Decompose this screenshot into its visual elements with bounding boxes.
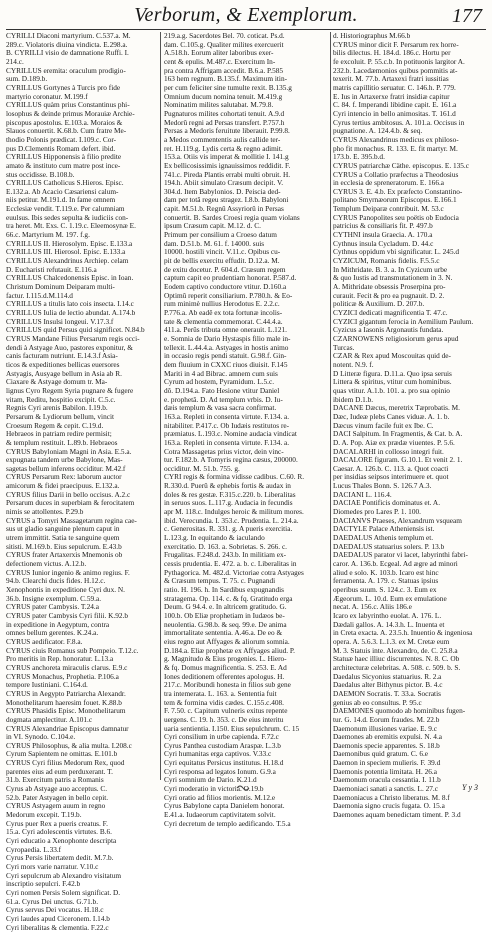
index-entry-line: Cyrus tertius ambitosus. A. 101.a. Occisus in [333,117,465,127]
index-entry-line: Daemonis specie apparentes. S. 18.b [333,740,440,750]
index-entry-line: CYRUS patriarchæ Cäthe. episcopus. E. 135.c [333,160,469,170]
index-entry-line: Christum Dominum Deiparam multi- [6,282,115,292]
index-entry-line: tur. F.182.b. A Tomyris regina cæsus, 200000. [164,455,298,465]
index-entry-line: CYRILLUS Iulia de lectio abundat. A.174.b [6,308,136,317]
index-entry-line: CYRILLUS Chalcedonensis Episc. in Ioan. [6,273,134,283]
index-entry-line: Pro meritis in Rep. honoratur. L.13.a [6,654,114,664]
index-entry-line: DACI Salpitum. In Fragmentis, & Cat. b. A. [333,429,463,439]
index-entry-line: Daemonis potentia limitata. H. 26.a [333,766,437,776]
index-entry-line: CYRILLUS quàm prius Constantinus phi- [6,100,130,110]
index-entry-line: DAEMONES quomodo ab hominibus fugen- [333,706,466,716]
index-entry-line: Deum. G 94.4. e. In altricem gratitudo. G. [164,602,287,612]
index-entry-line: captum capit eo prudentiam honorat. P.587.d. [164,273,297,283]
index-entry-line: DAEMON Socratis. T. 33.a. Socratis [333,688,441,698]
index-entry-line: E. Ius in Artaxerxe fratri insidiæ capitur [333,91,450,101]
index-entry-line: doles & res gestæ. F.315.c.220. b. Liberalitas [164,489,296,499]
index-entry-line: Cyrus Babylone capta Danielem honorat. [164,801,285,811]
index-entry-line: 15.a. Cyri adolescentis virtutes. B.6. [6,827,112,837]
index-entry-line: pit de bellis exercitu effudit. D.12.a. M. [164,256,280,266]
index-entry-line: defectionem victus. A.12.b. [6,559,87,569]
index-entry-line: per cum feliciter sine tumulte rexit. B.135.g [164,82,292,92]
index-column-left [6,31,158,932]
index-entry-line: parentes eius ad eum perduxerant. T. [6,766,113,776]
index-entry-line: Littera & spiritus, vtitur cum hominibus. [333,377,452,387]
index-entry-line: CYZICI gigantum ferocia in Aemilium Paulum. [333,316,474,326]
index-entry-line: fe excoluit. P. 55.c.b. In potituonis largitor A. [333,56,465,66]
index-entry-line: C. 84. f. Imperandi libidine capit. E. 161.a [333,100,457,110]
index-entry-line: Daemonum oracula cessantia. I. 11.b [333,775,441,785]
index-entry-line: Nominatim milites salutabat. M.79.8. [164,100,274,110]
index-entry-line: CYRUS Alexandrinus medicus ex philoso- [333,134,459,144]
index-entry-line: 163.a. Repleti in consenta virtute. F.134. a. [164,411,290,421]
index-entry-line: losophus & deinde primus Morauiæ Archie- [6,108,135,118]
index-entry-line: CYZICUM, Romanis fidelis. F.5.5.c [333,256,440,266]
index-entry-line: pus D.Clementis Romam defert. ibid. [6,143,116,153]
index-entry-line: Cyri mors varie narratur. V.10.c [6,862,99,871]
index-entry-line: ibidem D.1.b. [333,394,374,404]
index-entry-line: 232.b. Lacedæmonios quibus pommitis at- [333,65,458,75]
index-entry-line: 10000. hostili vincit. V.11.c. Opibus cu- [164,247,281,257]
index-entry-line: Cythnus oppidum vbi significatur. L. 245.d [333,247,460,257]
index-entry-line: rum minimè nullius Herodotus E. 2.2.c. [164,299,280,309]
index-entry-line: 289.c. Violatoris diuina vindicta. E.298.a. [6,39,128,49]
index-entry-line: D.184.a. Eliæ prophetæ ex Affyages aliud. P. [164,645,295,655]
index-entry-line: pho fit monachus. R. 133. E. fit martyr. M. [333,143,458,153]
index-entry-line: amicorum & fidei praecipuus. E.132.a. [6,481,120,491]
index-entry-line: Astyagis, Ausyage bellum in Asia ab R. [6,368,122,378]
index-entry-line: patricius & consiliaris fit. P. 497.b [333,221,433,231]
index-entry-line: CYRUS pater Cambysis Cyri filii. K.92.b [6,610,129,620]
index-entry-line: Primum per consilium a Croeso datum [164,230,277,240]
index-entry-line: 94.b. Clearchi ducis fides. H.12.c. [6,576,106,586]
index-entry-line: Slauos conuertit. K.68.b. Cum fratre Me- [6,126,127,136]
index-entry-line: CYRUS Iunior ingenio & animo regius. F. [6,567,130,577]
index-entry-line: Dæc, Iudeæ plebs Canes viduæ. A. 1. b. [333,411,450,421]
index-entry-line: nimis se attollentes. P.29.b [6,507,84,517]
index-entry-line: Cyrus puer Rex a pueris creatus. F. [6,818,108,828]
index-entry-line: 52.b. Pater Astyagen in bello cepit. [6,792,109,802]
index-entry-line: D Litteræ figura. D.11.a. Quo ipsa seruis [333,368,452,378]
index-entry-line: CYRILLUS III. Hierosol. Episc. E.133.a [6,247,126,257]
index-entry-line: Medorû regni ad Persas transfert. P.757.h [164,117,285,127]
index-entry-line: occiditur. M. 51.b. 755. g. [164,463,240,473]
index-entry-line: Cyri consilium in urbe capienda. F.72.c [164,732,279,742]
index-entry-line: Croesum Regem & cepit. C.19.d. [6,420,104,430]
index-entry-line: in VI. Synodo. C.104.e. [6,732,76,742]
index-entry-line: Eodem captivo conductore vtitur. D.160.a [164,282,287,292]
index-entry-line: D. Eucharisti refutauit. E.116.a [6,264,97,274]
index-entry-line: c. Generositas. R. 331. g. A pueris exercitia. [164,524,293,534]
index-entry-line: Xenophontis in expeditione Cyri dux. N. [6,585,125,594]
index-entry-line: M. 3. Statuis inte. Alexandro, de. C. 25.8.a [333,645,458,655]
index-entry-line: ret. H.119.g. Lydis certa & regno adimit. [164,143,283,153]
index-entry-line: lignus Cyro Regem Syria pugnare & fugere [6,385,134,395]
index-entry-line: factur. I.115.d.M.114.d [6,290,73,300]
index-entry-line: tempore Iustiniani. C.164.d. [6,680,88,690]
index-entry-line: texerit. M. 77.b. Artaxexi fratri iussitias [333,74,449,84]
index-entry-line: & quo Iustis ad transmutationem in 3. N. [333,273,453,283]
index-entry-line: CYRUS Alexandriae Episcopus damnatur [6,723,129,733]
index-entry-line: Lucus Thales Bonn. S. 126.7 A.3. [333,481,432,491]
index-entry-line: tem & formina vidis cædes. C.155.c.408. [164,697,284,707]
index-entry-line: CYRUS in Aegypto Patriarcha Alexandr. [6,688,126,698]
index-entry-line: 66.c. Martyrium M. 197. f.g. [6,230,90,240]
index-entry-line: notent. N.9. f. [333,359,374,369]
index-entry-line: in occasio regis pendi statuit. G.98.f. Gin- [164,351,287,361]
index-entry-line: Regnis Cyri arenis Babilon. I.19.b. [6,403,108,413]
index-entry-line: Daemonum illusiones variae. E. 9.c [333,723,437,733]
index-entry-line: amato & instituto cum matre post ince- [6,160,121,170]
index-entry-line: & Cræsum tempus. T. 75. c. Pugnandi [164,576,276,586]
index-entry-line: Cyropaedia. L.33.f [6,844,62,854]
column-divider [160,32,161,780]
index-entry-line: dogmata amplectitur. A.101.c [6,714,93,724]
index-entry-line: necat. A. 156.c. Aliis 186.e [333,602,412,612]
index-entry-line: CYRUS Philosophus, & alia multa. I.208.c [6,740,132,750]
index-entry-line: Cyri intencio in bello animositas. T. 161.d [333,108,456,118]
index-entry-line: Cyrus servus Dei vocatus. H.18.c [6,905,104,915]
index-entry-line: tra heret. Mt. Exs. C. 1.19.c. Eleemosynæ E. [6,221,136,231]
index-entry-line: sagetas bellum inferens occiditur. M.42.f [6,463,126,473]
index-entry-line: g. Magnitudo & Eius progenies. L. Hiero- [164,654,287,664]
index-entry-line: Cyri liberalitas & clementia. F.22.c [6,922,109,932]
index-entry-line: Diomedes pro Lares P. 1. 100. [333,507,421,517]
index-entry-line: CYRUS Astyagem auum in regno [6,801,106,811]
index-entry-line: Ex bellicosissimis ignauissimos reddidit. F. [164,160,291,170]
index-entry-line: ticos & expeditiones bellicas euersores [6,359,120,369]
index-entry-line: D. A. Pop. Aiæ ex prædæ viuentes. P. 5.6. [333,437,455,447]
index-entry-line: 31.b. Exercitum patris a Romanis [6,775,104,785]
index-entry-line: 163.a. Repleti in consenta virtute. F.134. a. [164,437,290,447]
index-entry-line: CYRUS Phasidis Episc. Monothelitarum [6,706,126,716]
index-entry-line: F. 7.50. c. Capitum vulneris exitus repente [164,706,288,716]
signature-mark: Y y 3 [462,783,478,792]
index-entry-line: tur. G. 14.d. Eorum fraudes. M. 22.b [333,714,440,724]
index-entry-line: Statuæ haec illiuc discurrentes. N. 8. C. Ob [333,654,460,664]
index-entry-line: sus ut gladio sanguine plenum caput in [6,524,120,534]
index-entry-line: Daemonibus quid gratum. C. 6.e [333,749,429,759]
index-entry-line: per insidias seipsos interimuere et. quot [333,472,449,482]
index-entry-line: Pythagorica. M. 482.d. Victoriae cotra Astyages [164,567,304,577]
index-entry-line: pra contra Affrigam accedit. B.6.a. P.585 [164,65,284,75]
index-entry-line: ratio. H. 196. h. In Sardibus expugnandis [164,585,284,594]
index-entry-line: & fq. Domus magnificentia. S. 253. E. Ad [164,662,287,672]
index-entry-line: 36.b. Insigne exemplum. C.59.a. [6,593,102,603]
index-entry-line: L.123.g. In equitando & iaculando [164,533,265,543]
index-entry-line: CYRILLUS quid Persus quid significet. N.84.b [6,325,145,335]
index-entry-line: exercitatio. D. 163. a. Sobrietas. S. 266. c. [164,541,288,551]
index-entry-line: Icaro ex labyrintho euolat. A. 176. L. [333,610,442,620]
index-entry-line: Caesar. A. 126.b. C. 113. a. Quot coacti [333,463,449,473]
index-entry-line: piscopus apostolus. E.103.a. Moraios & [6,117,123,127]
index-entry-line: CYTHNI insula Graecia. A. 170.a [333,230,433,240]
index-entry-line: in expeditione in Aegyptum, contra [6,619,110,629]
page-header [0,4,492,30]
index-entry-line: Dædali gallos. A. 14.3.h. L. Inuenta et [333,619,445,629]
index-entry-line: CYRUS Mandane Filius Persarum regis occi- [6,333,140,343]
index-entry-line: utrem immittit. Satia te sanguine quem [6,533,120,543]
index-entry-line: 194.h. Abiit simulato Cræsum decipit. V. [164,178,284,188]
index-entry-line: dam. C.105.g. Qualiter milites exercuerit [164,39,284,49]
index-entry-line: P.776.a. Ab eadê ex tota fortunæ incolis- [164,308,283,317]
index-entry-line: Daedalus Sicyonius statuarius. R. 2.a [333,671,442,681]
index-entry-line: Iones deditionem offerentes apologus. H. [164,671,285,681]
index-entry-line: Dæcus vinum facile fuit ex Ibe. C. [333,420,434,430]
index-entry-line: CYRUS aedificator. F.8.a. [6,636,83,646]
index-entry-line: R.330.d. Puerû & ephebis fortis & audax in [164,481,291,491]
index-entry-line: Daemonia signo crucis fugata. O. 15.a [333,801,445,811]
index-entry-line: Daemones aquam benedictam timent. P. 3.d [333,810,461,820]
index-entry-line: martyrio coronatur. M.199.f [6,91,88,101]
index-entry-line: Optimû reperit consiliarium. P.780.h. & Eo- [164,290,293,300]
index-entry-line: operibus suum. S. 124.c. 3. Eum ex [333,585,437,594]
index-entry-line: thodio Polonis prædicat. I.109.c. Cor- [6,134,117,144]
index-entry-line: CYRUS ciuis Romanus sub Pompeio. T.12.c. [6,645,139,655]
index-entry-line: In Mithridate. B. 3. a. In Cyzicum urbe [333,264,448,274]
index-entry-line: CYRILLUS Insulsi longeui. V.17.3.f [6,316,114,326]
index-entry-line: CYRUS Cyri filius Medorum Rex, quod [6,758,125,768]
index-entry-line: Cotra Massagetas prius victor, dein vinc- [164,446,284,456]
index-entry-line: Omnium ducum nomina tenuit. M.419.g [164,91,283,101]
index-entry-line: Daemoniaci sanati a sanctis. L. 27.c [333,784,438,794]
index-entry-line: 741.c. Pireda Plantis errabi multi obruit. H. [164,169,291,179]
index-entry-line: neuolentia. G.98.b. & seq. 99.e. De anima [164,619,287,629]
index-entry-line: tra intemerata. L. 163. a. Sententia fuit [164,688,277,698]
index-entry-line: Persarum duces in superbiam & ferocitatem [6,498,135,508]
index-entry-line: DACANE Dæcus, meretrix Tæprobatis. M. [333,403,460,413]
index-entry-line: politicæ & Auxilium. D. 207.b. [333,299,425,309]
header-rule [6,29,486,30]
index-entry-line: in ecclesia de spreneratorum. E. 166.a [333,178,445,188]
index-entry-line: Monothelitarum haeresim fouet. K.88.b [6,697,122,707]
index-entry-line: pugnatione. A. 124.4.b. & seq. [333,126,423,136]
index-entry-line: CYRILLI Diaconi martyrium. C.537.a. M. [6,31,131,40]
index-entry-line: Cyrus Panthea custodiam Araspæ. L.3.b [164,740,281,750]
fleuron-icon [236,783,250,793]
index-entry-line: nitabiliter. P.417.c. Ob Iudæis restitutos re- [164,420,290,430]
index-entry-line: CYRUS filius Darii in bello occisus. A.2.c [6,489,131,499]
index-entry-line: apr M. 118.c. Indulges heroic & militum mores. [164,507,304,517]
index-entry-line: Pugnaturos milites cohortati tenuit. A.9.d [164,108,285,118]
index-entry-line: CYRI regis & formina vidisse cadibus. C.60. R. [164,472,305,482]
index-entry-line: 219.a.g. Sacerdotes Bel. 70. coticat. Ps.d. [164,31,285,40]
index-entry-line: 411.a. Perûs tributa omne onerauit. L.121. [164,325,287,335]
index-entry-line: Cyri laudes apud Ciceronem. I.14.b [6,913,110,923]
index-entry-line: Cyri equitatus Persicus institutus. H.18.d [164,758,284,768]
index-entry-line: Cyrus ab Astyage auo acceptus. C. [6,784,108,794]
index-entry-line: B. CYRILLI visio de damnatione Ruffi. I. [6,48,129,58]
index-entry-line: Cyri educatio a Xenophonte descripta [6,836,117,846]
index-entry-line: 304.d. Item Babylonios. D. Peiscia ded- [164,186,281,196]
index-entry-line: Persarum & Lydiorum bellum, vincit [6,411,115,421]
running-title: Verborum, & Exemplorum. [134,4,358,26]
index-entry-line: CYRILLUS a titulis lato cois insecta. I.14.c [6,299,134,309]
index-entry-line: Ciaxare & Astyage domum tr. Ma- [6,377,108,387]
index-entry-line: CYRUS a Collatio præfectus a Theodosius [333,169,459,179]
index-entry-line: euulsus. Ibis sedes sepulta & iudiciis con- [6,212,129,222]
index-entry-line: Cyri responsa ad legatos Ionum. G.9.a [164,766,276,776]
index-entry-line: Frugalitas. F.248.d. 243.b. In militiam ex- [164,550,287,560]
index-entry-line: Cyri oratio ad filios morientis. M.12.e [164,792,276,802]
index-entry-line: Ecclesiæ vendit. T.119.e. Per calumniam [6,204,125,214]
index-entry-line: CZAR & Rex apud Moscouitas quid de- [333,351,451,361]
index-entry-line: CYRUS anchoreta miraculis clarus. E.9.c [6,662,128,672]
index-entry-line: præmiatus. L.193.c. Nomine audacia vindicat [164,429,297,439]
index-entry-line: Cyri nomen Persis Solem significat. D. [6,887,121,897]
index-entry-line: sitisti. M.169.b. Eius sepulcrum. E.43.b [6,541,122,551]
index-entry-line: stus occidisse. B.108.b. [6,169,75,179]
index-entry-line: E.132.a. Ab Acacio Cæsariensi calum- [6,186,119,196]
index-entry-line: matris capillitio seruatur. C. 146.h. P. 779. [333,82,456,92]
index-entry-line: tate & clementia commemorat. C.44.4.a. [164,316,283,326]
index-entry-line: genius ab eo consultus. P. 95.c [333,697,422,707]
index-entry-line: CYRILLUS eremita: oraculum prodigio- [6,65,126,75]
page-number: 177 [452,5,482,27]
index-entry-line: Cyrus Persis libertatem dedit. M.7.b. [6,853,114,863]
index-entry-line: DACIANVS Praeses, Alexandrum vsqueam [333,515,462,525]
index-entry-line: tellexit. L.44.4.a. Astyages in hostis animo [164,342,289,352]
index-entry-line: A. Mithridate obsessis Proserpina pro- [333,282,446,292]
index-entry-line: Ægeorum. L. 10.d. Eum ex emulatione [333,593,447,603]
index-entry-line: CZARNOWENS religiosiorum gerus apud [333,333,459,343]
index-entry-line: DACALARHI in collosso integri fuit. [333,446,444,456]
index-entry-line: DAEDALUS parator vi lacet, labyrinthi fabri- [333,550,468,560]
index-entry-line: ferramenta. A. 179. c. Statuas ipsius [333,576,439,586]
index-entry-line: politano Smyrnæorum Episcopus. E.166.1 [333,195,457,205]
index-entry-line: 163 hem regnum. B.135.f. Maximum itin- [164,74,288,84]
index-entry-line: vitam, Reditu, hospitio excipit. C.5.c. [6,394,116,404]
index-entry-line: stratagema. Op. 114. c. & fq. Gratitudo erga [164,593,293,603]
index-entry-line: 61.a. Cyrus Dei unctus. G.71.b. [6,896,99,906]
index-entry-line: in Creta exacta. A. 23.5.h. Inuentio & ingeniosa [333,628,473,638]
index-entry-line: Hebraeos in patriam redire permisit; [6,429,112,439]
index-entry-line: DAEDALUS statuarius solers. P. 13.b [333,541,445,551]
index-entry-line: A.518.h. Eorum aliter laboribus exer- [164,48,274,58]
index-entry-line: 100.b. Ob Eliæ prophetiam in Iudæos be- [164,610,285,620]
index-entry-line: in seruos suos. L.117.g. Audacia in fecundis [164,498,293,508]
index-entry-line: de exitu docetur. P. 604.d. Cræsum regem [164,264,286,274]
index-entry-line: CYRUS frater Artaxerxis Mnemonis ob [6,550,123,560]
index-entry-line: Persas a Medoris feruitute liberauit. P.99.8. [164,126,290,136]
index-entry-line: Turcas. [333,342,355,352]
index-entry-line: 153.a. Otiis vis imperat & mollitie I. 141.g [164,152,289,162]
index-entry-line: cessis prudentia. E. 472. a. b. c. Liberalitas in [164,559,297,569]
index-entry-line: Daedalus alter Bithynus pictor. B. 4.c [333,680,443,690]
index-entry-line: DAEDALUS Athenis templum et. [333,533,434,543]
index-entry-line: DACIANI L. 116.4. [333,489,392,499]
index-entry-line: CYRILLUS Catholicus S.Hieros. Episc. [6,178,124,188]
index-entry-line: d. Historiographus M.66.b [333,31,411,40]
index-entry-line: CYRUS Babyloniam Magni in Asia. E.5.a. [6,446,132,456]
index-entry-line: conuertit. B. Sardes Croesi regia quam violans [164,212,300,222]
index-entry-line: Cyzicus a Iasonis Argonautis fundata. [333,325,444,335]
index-entry-line: CYZICI dedicati magnificentia T. 47.c. [333,308,448,317]
index-entry-line: inscriptio sepulcri. F.42.b [6,879,81,889]
index-entry-line: Cyri somnium de Dario. K.21.d [164,775,257,785]
index-entry-line: Cyri decretum de templo aedificando. T.5.a [164,818,291,828]
index-column-middle [164,31,327,828]
index-entry-line: Cyri humanitas erga captivos. V.33.c [164,749,272,759]
index-entry-line: Cyri moderatio in victoria. O.19.b [164,784,264,794]
index-entry-line: 214.c. [6,56,24,66]
index-entry-line: CYRILLUS Alexandrinus Archiep. celam [6,256,129,266]
index-entry-line: DACALORE figuram. G.10.1. Et venit 2. 1. [333,455,463,465]
index-entry-line: aliud e solo. K. 103.b. Icaro est hinc [333,567,439,577]
index-entry-line: Mariti in 4 ad Bibrac. amnem cum suis [164,368,278,378]
index-entry-line: Cyrum ad hostem, Pyramidum. L.5.c. [164,377,275,387]
index-entry-line: CYRUS 3. E. 4.b. Ex præfecto Constantino- [333,186,463,196]
index-entry-line: CYRUS a Tomyri Massagetarum regina cae- [6,515,137,525]
index-entry-line: uergens. C. 19. h. 353. c. De eius interitu [164,714,284,724]
index-entry-line: opera. A. 5.6.3. L.1.3. ex M. Cretæ eum [333,636,450,646]
index-entry-line: niis petitur. M.191.d. In fame omnem [6,195,116,205]
index-entry-line: & templum restituit. L.89.b. Hebraeos [6,437,118,447]
index-entry-line: dam per totâ regeu stragez. I.8.b. Babyloni [164,195,289,205]
index-entry-line: CYRUS Persarum Rex: laborum auctor [6,472,122,482]
index-entry-line: CYRILLUS Hipponensis à filio predite [6,152,122,162]
index-entry-line: expugnata tandem urbe Babylone, Mas- [6,455,123,465]
index-entry-line: omnes bellum gerentes. K.24.a. [6,628,99,638]
index-entry-line: CYRILLUS II. Hierosolym. Episc. E.133.a [6,238,133,248]
index-entry-line: eius regno aut Affyages & aliorum somnia. [164,636,290,646]
index-entry-line: Medorum excepit. T.19.b. [6,810,82,820]
index-entry-line: capit. M.51.b. Regnû Assyriorû in Persas [164,204,284,214]
index-entry-line: Cyrum Sapientem ne omittas. E.101.b [6,749,118,759]
index-entry-line: sum. D.189.b. [6,74,48,84]
index-entry-line: e. Somnia de Dario Hystaspis filio male in- [164,333,291,343]
index-entry-line: DACTYLE Palace Atheniensis ist. [333,524,435,534]
index-entry-line: ipsum Cræsum capit. M.12. d. C. [164,221,261,231]
index-entry-line: bilis dilectus. H. 184.d. 186.c. Hortu per [333,48,451,58]
index-entry-line: Cyri sepulcrum ab Alexandro visitatum [6,870,122,880]
index-entry-line: canis facturam nutriunt. E.14.3.f Asia- [6,351,118,361]
index-entry-line: immortalitate sententia. A.46.a. De eo & [164,628,283,638]
column-divider [330,32,331,780]
index-entry-line: dam. D.51.b. M. 61. f. 14000. suis [164,238,265,248]
index-entry-line: CYRUS Monachus, Prophetia. P.106.a [6,671,119,681]
index-entry-line: Daemoniacus a Christo liberatus. M. 8.f [333,792,450,802]
index-entry-line: DACIAE Pontificis dominatus et. A. [333,498,441,508]
index-entry-line: Cythnus insula Cycladum. D. 44.c [333,238,434,248]
index-entry-line: CYRUS minor dicit F. Persarum rex horre- [333,39,459,49]
index-entry-line: caror. A. 136.b. Ecgeal. Ad ægre ad minori [333,559,458,569]
index-entry-line: architecturæ celebritas. A. 508. c. 509. b. S. [333,662,461,672]
index-entry-line: ibid. Verecundia. I. 353.c. Prudentia. L. 214.a. [164,515,299,525]
index-entry-line: dem fluuium in CXXC riuos diuisit. F.145 [164,359,288,369]
index-entry-line: a Medos commententis aulis callide ter- [164,134,281,144]
index-entry-line: uaria sentientia. I.150. Eius sepulchrum. C. 15 [164,723,300,733]
index-entry-line: dô. D.194.a. Fato Hesione vtitur Daniel [164,385,280,395]
index-entry-line: Daemones ab eremitis expulsi. N. 4.a [333,732,443,742]
index-entry-line: cent & epulis. M.487.c. Exercitum In- [164,56,276,66]
index-entry-line: 173.b. E. 395.b.d. [333,152,385,162]
index-entry-line: quas vtitur. A.1.b. 101. a. pro sua opinio [333,385,450,395]
index-entry-line: CYRUS Panopolites seu poëtis ob Eudocia [333,212,459,222]
index-entry-line: Daemon in speciem mulieris. F. 39.d [333,758,441,768]
index-entry-line: 217.c. Moribundi honesta in filios sub gene [164,680,291,690]
index-entry-line: dendi à Astyage Auo, pastores exponitur, & [6,342,133,352]
index-entry-line: curauit. Fecit & pro ea pugnauit. D. 2. [333,290,445,300]
index-entry-line: Templum Deiparæ contribuit. M. 53.c [333,204,444,214]
index-entry-line: CYRILLUS Gortynes à Turcis pro fide [6,82,121,92]
index-entry-line: e. prophetâ. D. Ad templum vrbis. D. Iu- [164,394,283,404]
index-entry-line: dæis templum & vasa sacra confirmat. [164,403,277,413]
index-entry-line: CYRUS pater Cambysis. T.24.a [6,602,99,612]
index-entry-line: E.41.a. Iudaeorum captivitatem solvit. [164,810,276,820]
